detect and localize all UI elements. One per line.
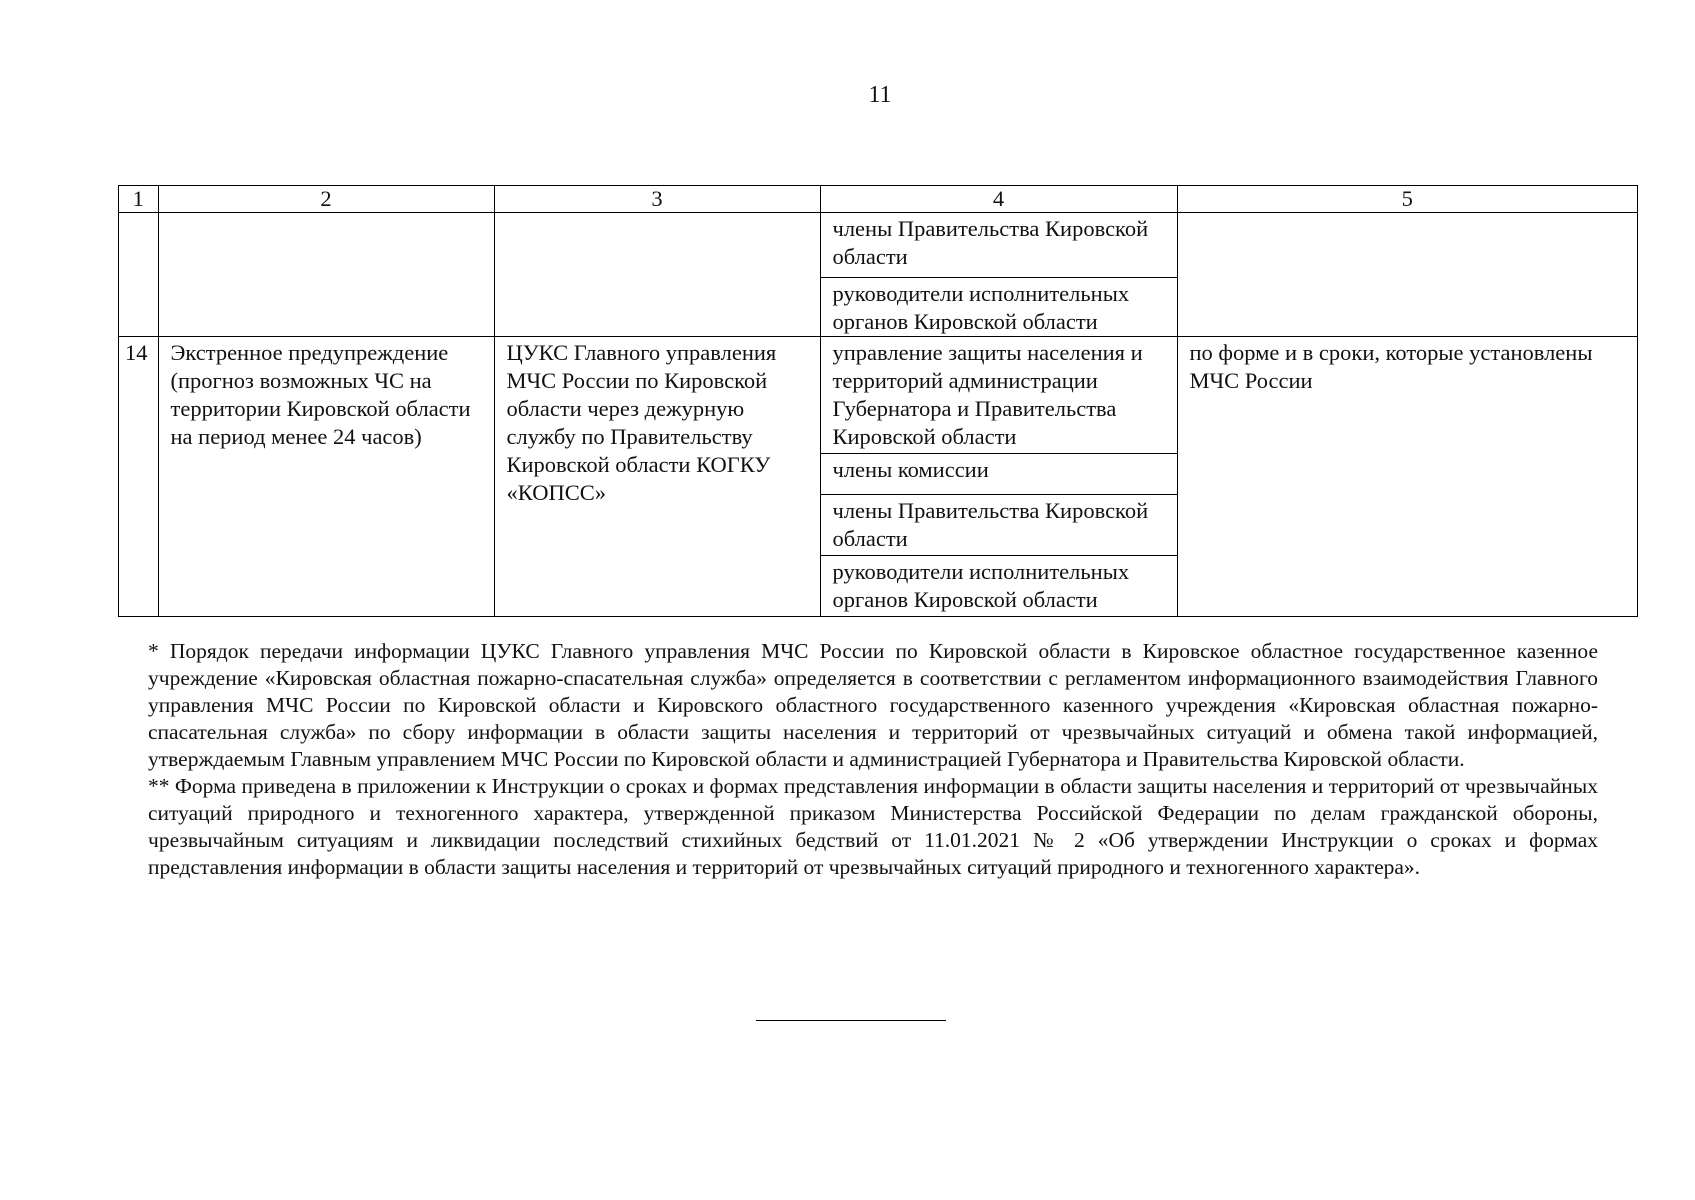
- header-col-1: 1: [119, 186, 159, 213]
- information-table: [118, 185, 1638, 617]
- recipients-cell: [820, 213, 1177, 337]
- header-col-2: 2: [158, 186, 494, 213]
- end-rule: [756, 1020, 946, 1021]
- cell-empty: [158, 213, 494, 337]
- sender-cell: ЦУКС Главного управления МЧС России по Кировской области через дежурную службу по Правительству Кировской области КОГКУ «КОПСС»: [494, 337, 820, 617]
- recipient-item: руководители исполнительных органов Кировской области: [832, 559, 1130, 612]
- footnote-1: * Порядок передачи информации ЦУКС Главного управления МЧС России по Кировской области в Кировское областное государственное казенное учреждение «Кировская областная пожарно-спасательная служба» определяется в соответствии с регламентом информационного взаимодействия Главного управления МЧС России по Кировской области и Кировского областного государственного казенного учреждения «Кировская областная пожарно-спасательная служба» по сбору информации в области защиты населения и территорий от чрезвычайных ситуаций и обмена такой информацией, утверждаемым Главным управлением МЧС России по Кировской области и администрацией Губернатора и Правительства Кировской области.: [148, 639, 1598, 771]
- row-number: 14: [119, 337, 159, 617]
- cell-empty: [119, 213, 159, 337]
- deadline-cell: по форме и в сроки, которые установлены МЧС России: [1177, 337, 1638, 617]
- recipient-item: члены комиссии: [821, 454, 1177, 495]
- table-row-14: [119, 337, 1638, 617]
- header-col-4: 4: [820, 186, 1177, 213]
- cell-empty: [494, 213, 820, 337]
- table-row-continuation: [119, 213, 1638, 337]
- cell-empty: [1177, 213, 1638, 337]
- footnote-2: ** Форма приведена в приложении к Инструкции о сроках и формах представления информации в области защиты населения и территорий от чрезвычайных ситуаций природного и техногенного характера, утвержденной приказом Министерства Российской Федерации по делам гражданской обороны, чрезвычайным ситуациям и ликвидации последствий стихийных бедствий от 11.01.2021 № 2 «Об утверждении Инструкции о сроках и формах представления информации в области защиты населения и территорий от чрезвычайных ситуаций природного и техногенного характера».: [148, 774, 1598, 879]
- footnotes: [148, 638, 1598, 881]
- recipient-item: члены Правительства Кировской области: [821, 213, 1177, 278]
- table-header-row: [119, 186, 1638, 213]
- recipient-item: руководители исполнительных органов Кировской области: [832, 281, 1130, 334]
- header-col-3: 3: [494, 186, 820, 213]
- recipient-item: члены Правительства Кировской области: [821, 495, 1177, 556]
- header-col-5: 5: [1177, 186, 1638, 213]
- page-number: 11: [868, 82, 892, 108]
- info-type-cell: Экстренное предупреждение (прогноз возможных ЧС на территории Кировской области на период менее 24 часов): [158, 337, 494, 617]
- recipients-cell: [820, 337, 1177, 617]
- recipient-item: управление защиты населения и территорий администрации Губернатора и Правительства Кировской области: [821, 337, 1177, 454]
